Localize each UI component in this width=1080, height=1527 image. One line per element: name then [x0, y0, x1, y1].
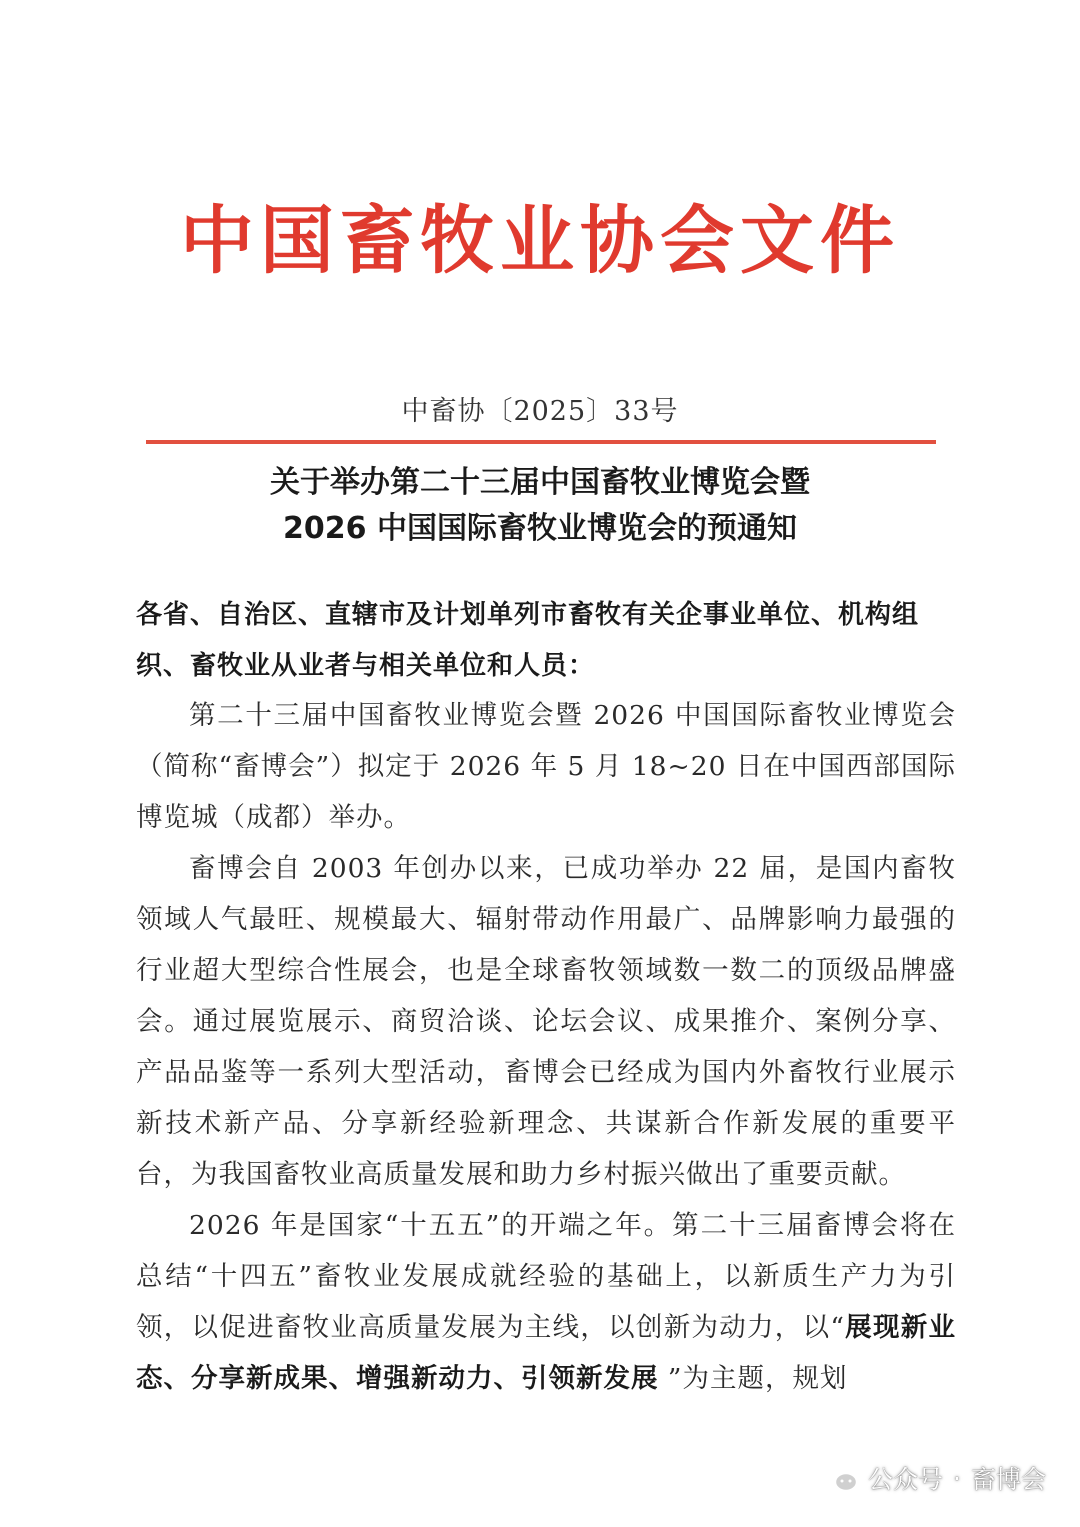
notice-title	[0, 460, 1080, 552]
notice-body	[136, 690, 956, 1404]
addressee: 各省、自治区、直辖市及计划单列市畜牧有关企事业单位、机构组织、畜牧业从业者与相关单位和人员：	[136, 600, 920, 681]
red-divider	[146, 440, 936, 444]
paragraph-3	[136, 1200, 956, 1404]
paragraph-1: 第二十三届中国畜牧业博览会暨 2026 中国国际畜牧业博览会（简称“畜博会”）拟定于 2026 年 5 月 18~20 日在中国西部国际博览城（成都）举办。	[136, 700, 956, 833]
notice-title-line-2: 2026 中国国际畜牧业博览会的预通知	[283, 511, 797, 546]
wechat-icon	[820, 1461, 860, 1495]
notice-title-line-1: 关于举办第二十三届中国畜牧业博览会暨	[270, 465, 810, 500]
masthead-title: 中国畜牧业协会文件	[180, 198, 900, 284]
paragraph-3-start: 2026 年是国家“十五五”的开端之年。第二十三届畜博会将在总结“十四五”畜牧业发展成就经验的基础上，以新质生产力为引领，以促进畜牧业高质量发展为主线，以创新为动力，以“	[136, 1210, 956, 1343]
document-number: 中畜协〔2025〕33号	[401, 396, 679, 427]
paragraph-2: 畜博会自 2003 年创办以来，已成功举办 22 届，是国内畜牧领域人气最旺、规模最大、辐射带动作用最广、品牌影响力最强的行业超大型综合性展会，也是全球畜牧领域数一数二的顶级品牌盛会。通过展览展示、商贸洽谈、论坛会议、成果推介、案例分享、产品品鉴等一系列大型活动，畜博会已经成为国内外畜牧行业展示新技术新产品、分享新经验新理念、共谋新合作新发展的重要平台，为我国畜牧业高质量发展和助力乡村振兴做出了重要贡献。	[136, 853, 956, 1190]
wechat-watermark	[820, 1456, 1046, 1500]
paragraph-3-end: ”为主题，规划	[658, 1363, 848, 1394]
theme-emphasis: 展现新业态、分享新成果、增强新动力、引领新发展	[136, 1312, 956, 1394]
watermark-account: 畜博会	[970, 1465, 1046, 1494]
watermark-separator: ·	[953, 1463, 961, 1493]
watermark-label: 公众号	[868, 1465, 944, 1494]
